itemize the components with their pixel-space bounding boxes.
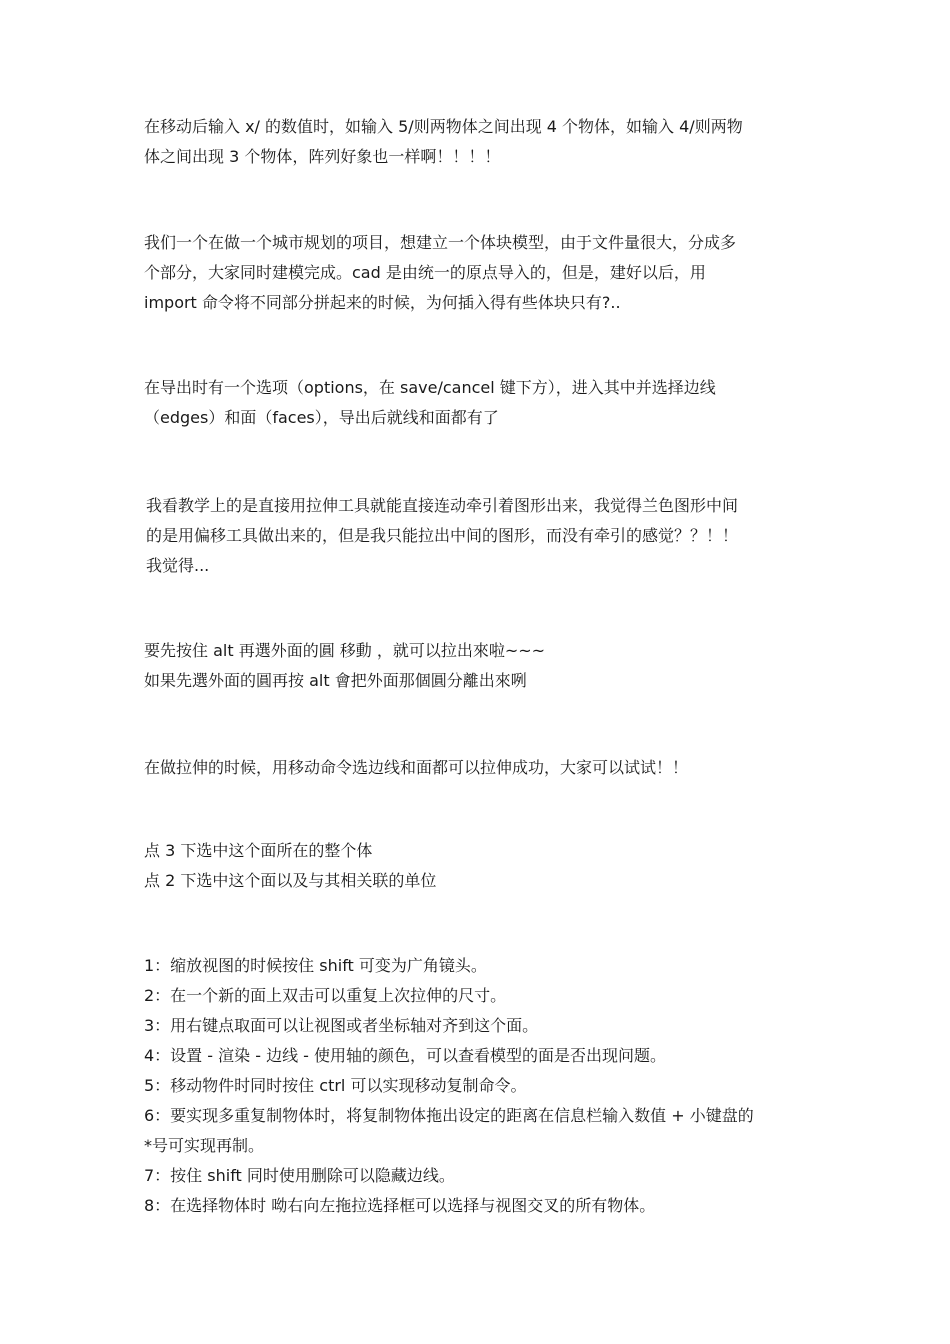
paragraph-7-line-1: 点 3 下选中这个面所在的整个体 bbox=[144, 841, 373, 860]
tip-item-6: 6：要实现多重复制物体时，将复制物体拖出设定的距离在信息栏输入数值 + 小键盘的 bbox=[144, 1106, 754, 1125]
paragraph-2-line-2: 个部分，大家同时建模完成。cad 是由统一的原点导入的，但是，建好以后，用 bbox=[144, 263, 706, 282]
paragraph-5-line-1: 要先按住 alt 再選外面的圓 移動 ，就可以拉出來啦~~~ bbox=[144, 641, 546, 660]
paragraph-4-line-3: 我觉得... bbox=[146, 556, 210, 575]
tip-item-6-continued: *号可实现再制。 bbox=[144, 1136, 265, 1155]
paragraph-4-line-2: 的是用偏移工具做出来的，但是我只能拉出中间的图形，而没有牵引的感觉？？！！ bbox=[146, 526, 739, 545]
paragraph-7-line-2: 点 2 下选中这个面以及与其相关联的单位 bbox=[144, 871, 437, 890]
paragraph-2-line-3: import 命令将不同部分拼起来的时候，为何插入得有些体块只有?.. bbox=[144, 293, 621, 312]
tip-item-2: 2：在一个新的面上双击可以重复上次拉伸的尺寸。 bbox=[144, 986, 507, 1005]
paragraph-6-line-1: 在做拉伸的时候，用移动命令选边线和面都可以拉伸成功，大家可以试试！！ bbox=[144, 758, 689, 777]
tip-item-3: 3：用右键点取面可以让视图或者坐标轴对齐到这个面。 bbox=[144, 1016, 539, 1035]
paragraph-3-line-1: 在导出时有一个选项（options，在 save/cancel 键下方），进入其中并选择边线 bbox=[144, 378, 716, 397]
paragraph-2-line-1: 我们一个在做一个城市规划的项目，想建立一个体块模型，由于文件量很大，分成多 bbox=[144, 233, 737, 252]
tip-item-1: 1：缩放视图的时候按住 shift 可变为广角镜头。 bbox=[144, 956, 487, 975]
tip-item-4: 4：设置 - 渲染 - 边线 - 使用轴的颜色，可以查看模型的面是否出现问题。 bbox=[144, 1046, 667, 1065]
paragraph-4-line-1: 我看教学上的是直接用拉伸工具就能直接连动牵引着图形出来，我觉得兰色图形中间 bbox=[146, 496, 739, 515]
paragraph-3-line-2: （edges）和面（faces），导出后就线和面都有了 bbox=[144, 408, 499, 427]
paragraph-1-line-2: 体之间出现 3 个物体，阵列好象也一样啊！！！！ bbox=[144, 147, 501, 166]
tip-item-7: 7：按住 shift 同时使用删除可以隐藏边线。 bbox=[144, 1166, 455, 1185]
paragraph-5-line-2: 如果先選外面的圓再按 alt 會把外面那個圓分離出來咧 bbox=[144, 671, 527, 690]
tip-item-5: 5：移动物件时同时按住 ctrl 可以实现移动复制命令。 bbox=[144, 1076, 527, 1095]
tip-item-8: 8：在选择物体时 呦右向左拖拉选择框可以选择与视图交叉的所有物体。 bbox=[144, 1196, 656, 1215]
paragraph-1-line-1: 在移动后输入 x/ 的数值时，如输入 5/则两物体之间出现 4 个物体，如输入 4/则两物 bbox=[144, 117, 743, 136]
